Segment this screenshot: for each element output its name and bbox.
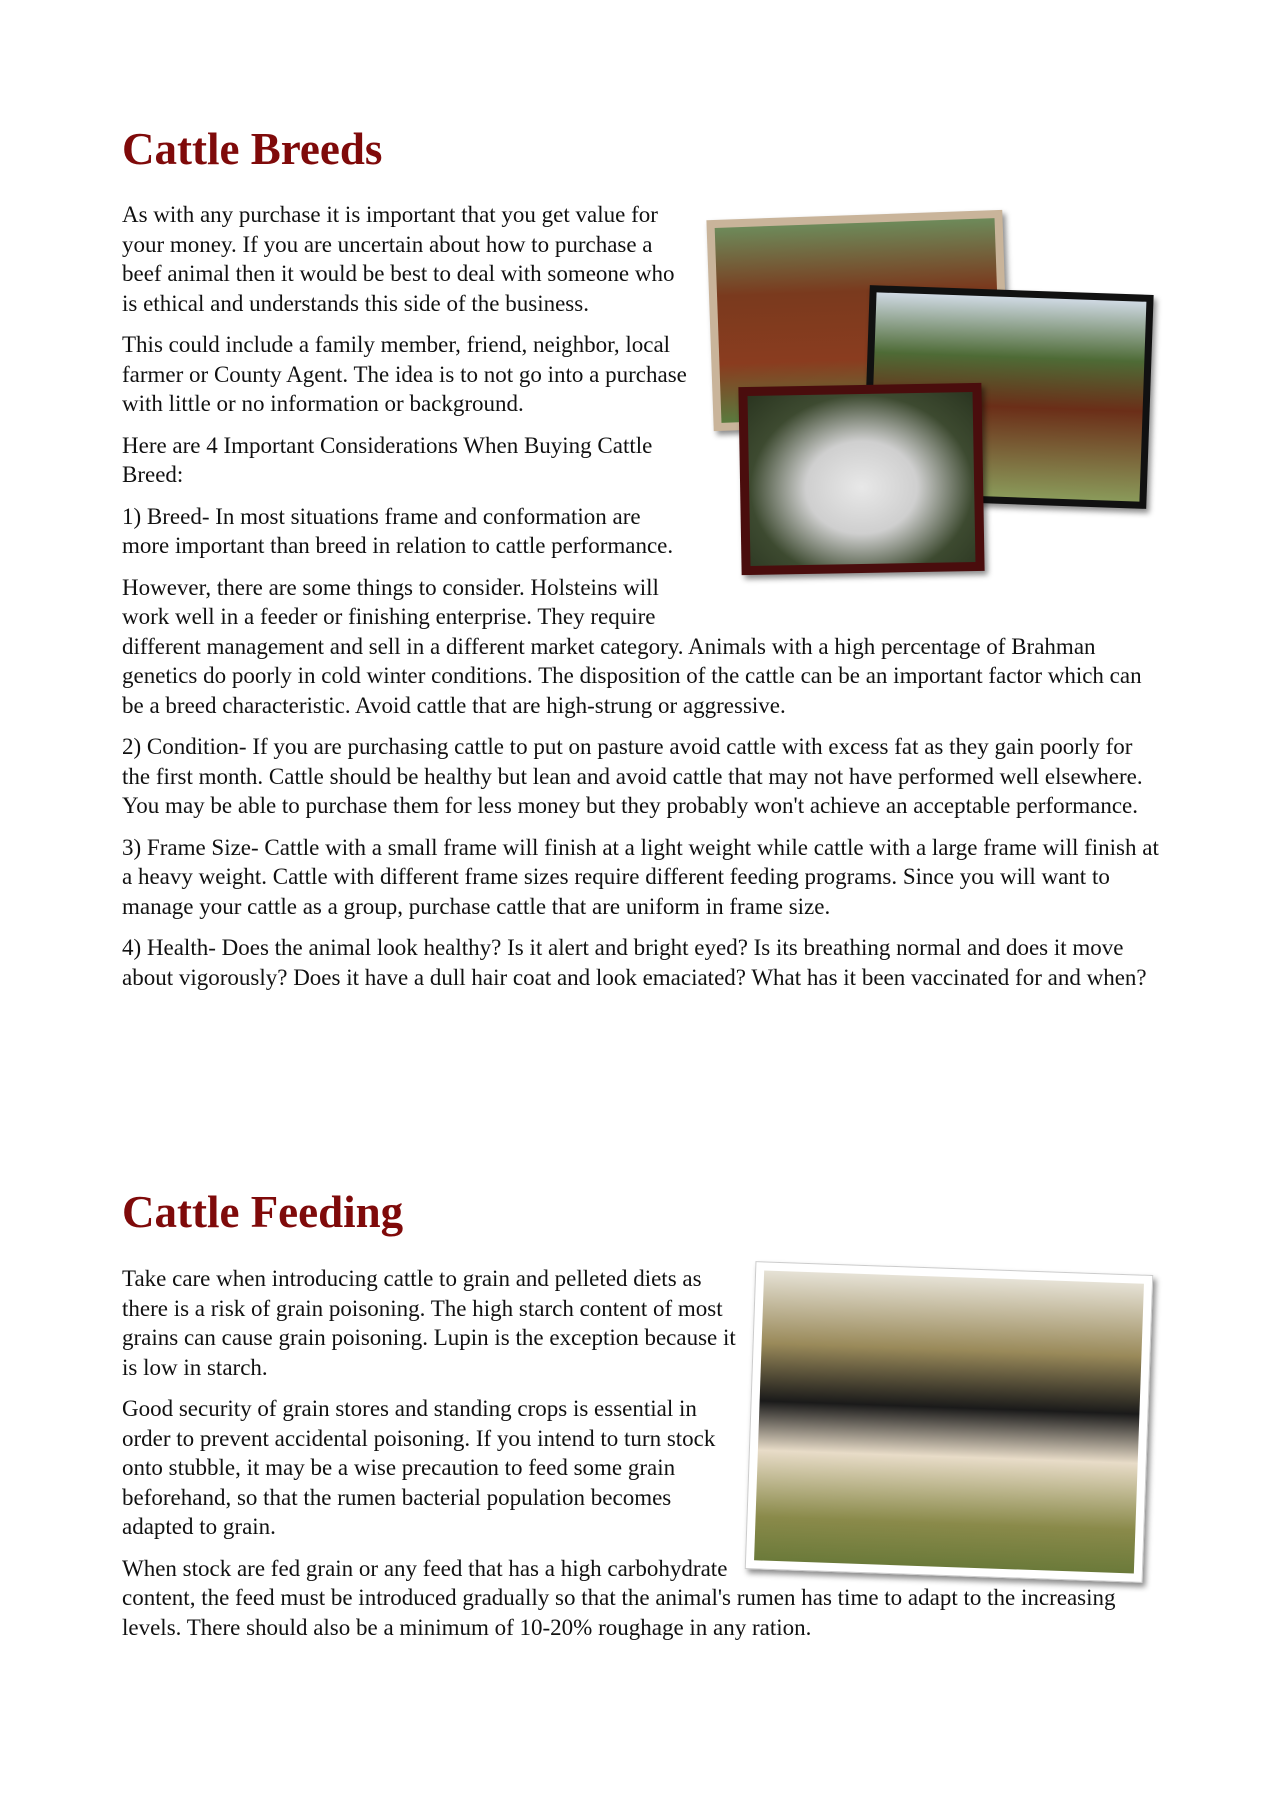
paragraph: However, there are some things to consider. Holsteins will work well in a feeder or finishing enterprise. They require different management and sell in a different market category. Animals with a high percentage of Brahman genetics do poorly in cold winter conditions. The disposition of the cattle can be an important factor which can be a breed characteristic. Avoid cattle that are high-strung or aggressive. [122,574,1142,718]
section-cattle-breeds [122,200,1162,1004]
paragraph: Here are 4 Important Considerations When Buying Cattle Breed: [122,432,653,487]
paragraph: This could include a family member, friend, neighbor, local farmer or County Agent. The idea is to not go into a purchase with little or no information or background. [122,332,687,416]
section-cattle-feeding [122,1264,1162,1654]
paragraph: Good security of grain stores and standing crops is essential in order to prevent accidental poisoning. If you intend to turn stock onto stubble, it may be a wise precaution to feed some grain beforehand, so that the rumen bacterial population becomes adapted to grain. [122,1396,716,1539]
paragraph: 4) Health- Does the animal look healthy? Is it alert and bright eyed? Is its breathing normal and does it move about vigorously? Does it have a dull hair coat and look emaciated? What has it been vaccinated for and when? [122,935,1147,990]
paragraph: 3) Frame Size- Cattle with a small frame will finish at a light weight while cattle with a large frame will finish at a heavy weight. Cattle with different frame sizes require different feeding programs. Since you will want to manage your cattle as a group, purchase cattle that are uniform in frame size. [122,834,1159,919]
paragraph: 1) Breed- In most situations frame and conformation are more important than breed in relation to cattle performance. [122,503,674,558]
paragraph: When stock are fed grain or any feed that has a high carbohydrate content, the feed must be introduced gradually so that the animal's rumen has time to adapt to the increasing levels. There should also be a minimum of 10-20% roughage in any ration. [122,1555,1116,1640]
section-heading-cattle-breeds: Cattle Breeds [122,124,383,174]
paragraph: Take care when introducing cattle to grain and pelleted diets as there is a risk of grain poisoning. The high starch content of most grains can cause grain poisoning. Lupin is the exception because it is low in starch. [122,1266,736,1380]
paragraph: As with any purchase it is important that you get value for your money. If you are uncertain about how to purchase a beef animal then it would be best to deal with someone who is ethical and understands this side of the business. [122,202,675,316]
paragraph: 2) Condition- If you are purchasing cattle to put on pasture avoid cattle with excess fat as they gain poorly for the first month. Cattle should be healthy but lean and avoid cattle that may not have performed well elsewhere. You may be able to purchase them for less money but they probably won't achieve an acceptable performance. [122,734,1143,818]
section-heading-cattle-feeding: Cattle Feeding [122,1187,404,1237]
